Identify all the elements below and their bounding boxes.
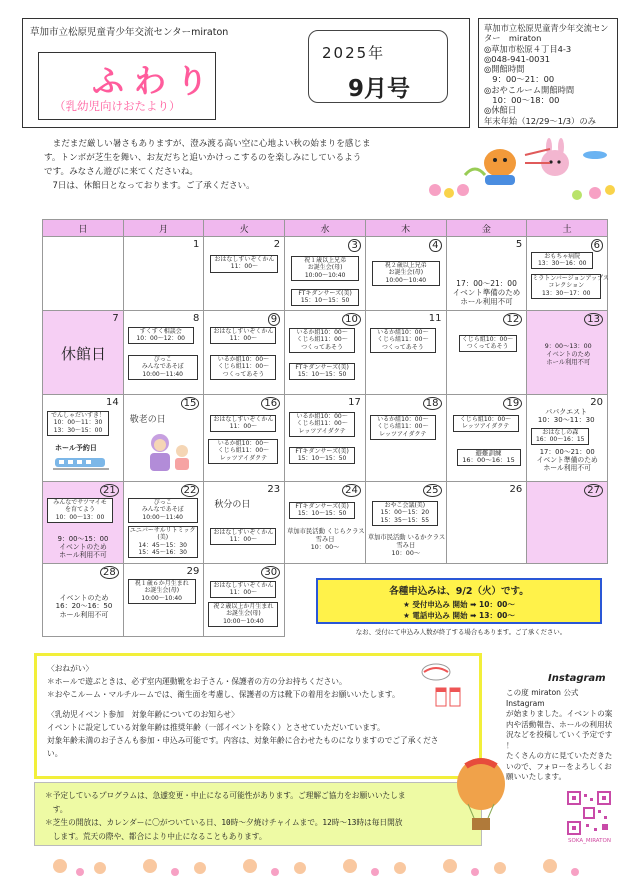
facility-info-line: ◎開館時間 xyxy=(484,64,525,75)
calendar-day xyxy=(365,482,446,564)
lawn-open-marker: 27 xyxy=(584,484,603,497)
event-text: 9：00～13：00 イベントのため ホール利用不可 xyxy=(544,343,592,366)
signup-walkin-line: ★ 受付申込み 開始 ➡ 10：00～ xyxy=(403,600,515,609)
instagram-qr-code[interactable] xyxy=(566,790,612,836)
weekday-header: 日 xyxy=(43,220,124,237)
event-text: 9：00～15：00 イベントのため ホール利用不可 xyxy=(57,535,109,559)
issue-year: 2025年 xyxy=(322,44,386,62)
issue-month: 9月号 xyxy=(348,76,411,102)
weekday-header: 月 xyxy=(123,220,204,237)
lawn-open-marker: 3 xyxy=(348,239,360,252)
event-text: イベントのため 16：20～16：50 ホール利用不可 xyxy=(55,594,113,619)
event-box: 祝２歳以上か月生まれ お誕生会(母) 10:00～10:40 xyxy=(208,602,278,627)
intro-line: す。トンボが芝生を舞い、お友だちと追いかけっこするのを楽しみにしているよう xyxy=(44,153,362,163)
request-line: い。 xyxy=(47,749,63,759)
calendar-day: 20 パパクエスト 10：30～11：30 おはなしの森 16：00～16：15 17：00～21：00 イベント準備のため ホール利用不可 xyxy=(527,395,608,482)
signup-phone-line: ★ 電話申込み 開始 ➡ 13：00～ xyxy=(403,611,515,620)
event-text: 17：00～21：00 イベント準備のため ホール利用不可 xyxy=(452,279,521,306)
event-box: 祝１歳以上兄弟 お誕生会(母) 10:00～10:40 xyxy=(291,256,359,281)
calendar-day xyxy=(204,564,285,637)
calendar-day: 29 祝１歳６か月生まれ お誕生会(母) 10:00～10:40 xyxy=(123,564,204,637)
instagram-text xyxy=(506,688,616,783)
calendar-day xyxy=(527,311,608,395)
calendar-day: 26 xyxy=(446,482,527,564)
weekday-header: 水 xyxy=(285,220,366,237)
instagram-line: 況などを投稿していく予定です xyxy=(506,730,613,739)
request-line: 対象年齢未満のお子さんも参加・申込み可能です。内容は、対象年齢に合わせたものになりますのでご了承くださ xyxy=(47,736,439,746)
signup-notice xyxy=(316,578,602,624)
lawn-open-marker: 24 xyxy=(342,484,361,497)
request-line: 〈おねがい〉 xyxy=(47,664,94,673)
calendar-day xyxy=(285,237,366,311)
event-box: ユニバーサルリトミック (美) 14：45～15：30 15：45～16：30 xyxy=(128,526,198,558)
signup-note: なお、受付にて申込み人数が終了する場合もあります。ご了承ください。 xyxy=(355,628,567,636)
event-box: FTキダンサーズ(美) 15：10～15：50 xyxy=(289,363,355,380)
grandparent-child-illustration xyxy=(140,431,200,475)
event-text: パパクエスト 10：30～11：30 xyxy=(537,408,595,424)
event-box: 祝１歳６か月生まれ お誕生会(母) 10:00～10:40 xyxy=(128,579,196,604)
instagram-heading: Instagram xyxy=(548,673,606,684)
intro-line: です。みなさん遊びに来てくださいね。 xyxy=(44,167,199,177)
calendar-day: 1 xyxy=(123,237,204,311)
calendar-day xyxy=(123,482,204,564)
intro-line: 7日は、休館日となっております。ご了承ください。 xyxy=(44,181,255,191)
event-text: 草加市民活動 くじらクラス 雪み日 10：00～ xyxy=(287,528,365,551)
weekday-header: 土 xyxy=(527,220,608,237)
notes-box xyxy=(34,782,482,846)
event-box: おはなしすいぞくかん 11：00～ xyxy=(210,255,278,273)
event-box: いるか組10：00～ くじら組11：00～ レッツアイダクテ xyxy=(208,439,278,464)
lawn-open-marker: 22 xyxy=(181,484,200,497)
facility-info-line: ◎草加市松原４丁目4-3 xyxy=(484,43,572,54)
request-line: ＊ホールで遊ぶときは、必ず室内運動靴をお子さん・保護者の方の分お持ちください。 xyxy=(47,677,347,687)
instagram-line: が始まりました。イベントの案 xyxy=(506,709,613,718)
event-box: いるか組10：00～ くじら組11：00～ レッツアイダクテ xyxy=(370,415,436,440)
calendar-day xyxy=(365,237,446,311)
lawn-open-marker: 15 xyxy=(181,397,200,410)
instagram-line: ！ xyxy=(506,740,514,750)
holiday-label: 敬老の日 xyxy=(129,415,166,425)
event-box: すくすく相談会 10：00～12：00 xyxy=(128,327,194,344)
request-line: 〈乳幼児イベント参加 対象年齢についてのお知らせ〉 xyxy=(47,709,239,719)
hall-reservation-label: ホール予約日 xyxy=(55,444,97,452)
notes-line: ＊芝生の開放は、カレンダーに〇がついている日、10時～夕焼けチャイムまで。12時～13時は毎日開放 xyxy=(45,818,403,828)
facility-info-line: 10：00～18：00 xyxy=(484,95,560,106)
calendar-day xyxy=(527,482,608,564)
newsletter-subtitle: （乳幼児向けおたより） xyxy=(54,99,181,113)
instagram-line: 内や活動報告、ホールの利用状 xyxy=(506,719,613,729)
calendar-day xyxy=(446,395,527,482)
calendar-day xyxy=(204,395,285,482)
event-box: でんしゃだいすき！ 10：00～11：30 13：30～15：00 xyxy=(47,411,109,436)
lawn-open-marker: 30 xyxy=(261,566,280,579)
instagram-line: この度 miraton 公式 Instagram xyxy=(506,688,579,708)
lawn-open-marker: 9 xyxy=(268,313,280,326)
weekday-header: 金 xyxy=(446,220,527,237)
lawn-open-marker: 4 xyxy=(429,239,441,252)
facility-info-line: ◎048-941-0031 xyxy=(484,53,551,64)
lawn-open-marker: 13 xyxy=(584,313,603,326)
facility-info-line: 年末年始（12/29～1/3）のみ xyxy=(484,115,596,126)
calendar-day xyxy=(204,311,285,395)
lawn-open-marker: 19 xyxy=(503,397,522,410)
event-box: おはなしすいぞくかん 11：00～ xyxy=(210,581,276,598)
calendar-day: 23 秋分の日 おはなしすいぞくかん 11：00～ xyxy=(204,482,285,564)
calendar-day xyxy=(285,482,366,564)
notes-line: ＊予定しているプログラムは、急遽変更・中止になる可能性があります。ご理解ご協力をお願いいたしま xyxy=(45,791,406,800)
event-box: 祝２歳以上兄弟 お誕生会(母) 10:00～10:40 xyxy=(372,261,440,286)
calendar-day xyxy=(43,564,124,637)
intro-text xyxy=(44,137,404,193)
event-box: みんなでサツマイモ を育てよう 10：00～13：00 xyxy=(47,498,113,523)
event-box: 避難訓練 16：00～16：15 xyxy=(457,449,521,466)
lawn-open-marker: 28 xyxy=(100,566,119,579)
facility-info-line: 草加市立松原児童青少年交流セン xyxy=(484,23,609,33)
event-box: おはなしすいぞくかん 11：00～ xyxy=(210,327,276,344)
org-name: 草加市立松原児童青少年交流センターmiraton xyxy=(30,27,229,38)
holiday-label: 秋分の日 xyxy=(214,500,251,510)
lawn-open-marker: 16 xyxy=(261,397,280,410)
lawn-open-marker: 10 xyxy=(342,313,361,326)
facility-info-line: ター miraton xyxy=(484,33,542,44)
event-box: FTキダンサーズ(美) 15：10～15：50 xyxy=(289,502,355,519)
event-box: おやこ会議(美) 15：00～15：20 15：35～15：55 xyxy=(372,501,438,526)
calendar-day: 8 すくすく相談会 10：00～12：00 ぴっこ みんなであそぼ 10:00～11:40 xyxy=(123,311,204,395)
calendar-day xyxy=(123,395,204,482)
calendar-day: 11 いるか組10：00～ くじら組11：00～ つくってあそう xyxy=(365,311,446,395)
event-box: いるか組10：00～ くじら組11：00～ レッツアイダクテ xyxy=(289,412,355,437)
calendar-day xyxy=(285,311,366,395)
signup-title: 各種申込みは、9/2（火）です。 xyxy=(389,586,529,597)
newsletter-title: ふわり xyxy=(92,62,219,100)
facility-info xyxy=(478,18,618,128)
event-text: 17：00～21：00 イベント準備のため ホール利用不可 xyxy=(536,448,598,472)
instagram-account-label: SOKA_MIRATON xyxy=(568,838,611,844)
instagram-line: いので、フォローをよろしくお xyxy=(506,761,612,771)
event-box: おはなしすいぞくかん 11：00～ xyxy=(210,528,276,545)
calendar-day-empty xyxy=(43,237,124,311)
event-box: ぴっこ みんなであそぼ 10:00～11:40 xyxy=(128,498,198,523)
facility-info-line: 9：00～21：00 xyxy=(484,74,555,85)
calendar-day: 2 おはなしすいぞくかん 11：00～ xyxy=(204,237,285,311)
calendar-day xyxy=(527,237,608,311)
lawn-open-marker: 18 xyxy=(423,397,442,410)
closed-day-label: 休館日 xyxy=(61,345,107,363)
event-box: いるか組10：00～ くじら組11：00～ つくってあそう xyxy=(370,328,436,353)
lawn-open-marker: 25 xyxy=(423,484,442,497)
notes-line: す。 xyxy=(45,804,68,814)
facility-info-line: ◎休館日 xyxy=(484,105,517,116)
autumn-animals-illustration xyxy=(405,135,625,203)
instagram-line: 願いいたします。 xyxy=(506,772,567,781)
instagram-line: たくさんの方に見ていただきた xyxy=(506,751,613,760)
shoes-socks-icon xyxy=(414,660,470,720)
monthly-calendar xyxy=(42,219,608,637)
event-box: おはなしの森 16：00～16：15 xyxy=(531,428,589,445)
event-box: おもちゃ病院 13：30～16：00 xyxy=(531,252,593,269)
request-line: ＊おやこルーム・マルチルームでは、衛生面を考慮し、保護者の方は靴下の着用をお願いいたします。 xyxy=(47,690,400,700)
notes-line: します。荒天の際や、都合により中止になることもあります。 xyxy=(45,831,267,841)
calendar-day: 5 17：00～21：00 イベント準備のため ホール利用不可 xyxy=(446,237,527,311)
event-box: ぴっこ みんなであそぼ 10:00～11:40 xyxy=(128,355,198,380)
event-text: 草加市民活動 いるかクラス 雪み日 10：00～ xyxy=(367,534,446,557)
calendar-day: 17 いるか組10：00～ くじら組11：00～ レッツアイダクテ FTキダンサーズ(美) 15：10～15：50 xyxy=(285,395,366,482)
balloon-illustration xyxy=(452,756,510,852)
calendar-day xyxy=(43,482,124,564)
calendar-day xyxy=(446,311,527,395)
lawn-open-marker: 21 xyxy=(100,484,119,497)
event-box: いるか組10：00～ くじら組11：00～ つくってあそう xyxy=(210,355,276,380)
event-box: くじら組10：00～ レッツアイダクテ xyxy=(453,415,519,432)
facility-info-line: ◎おやこルーム開館時間 xyxy=(484,84,575,95)
event-box: ミラトンバージョンアップス コレクション 13：30～17：00 xyxy=(531,274,601,299)
calendar-day: 7 休館日 xyxy=(43,311,124,395)
intro-line: まだまだ厳しい暑さもありますが、澄み渡る高い空に心地よい秋の始まりを感じま xyxy=(44,139,371,149)
calendar-day: 14 でんしゃだいすき！ 10：00～11：30 13：30～15：00 ホール予約日 xyxy=(43,395,124,482)
calendar-day xyxy=(365,395,446,482)
event-box: おはなしすいぞくかん 11：00～ xyxy=(210,415,276,432)
train-icon xyxy=(53,455,109,471)
bottom-animals-decoration xyxy=(40,848,600,878)
event-box: くじら組10：00～ つくってあそう xyxy=(459,335,517,352)
lawn-open-marker: 12 xyxy=(503,313,522,326)
request-line: イベントに設定している対象年齢は推奨年齢（一部イベントを除く）とさせていただいています。 xyxy=(47,722,385,732)
event-box: FTキダンサーズ(美) 15：10～15：50 xyxy=(291,289,359,306)
event-box: いるか組10：00～ くじら組11：00～ つくってあそう xyxy=(289,328,355,353)
weekday-header: 火 xyxy=(204,220,285,237)
weekday-header: 木 xyxy=(365,220,446,237)
event-box: FTキダンサーズ(美) 15：10～15：50 xyxy=(289,447,355,464)
lawn-open-marker: 6 xyxy=(591,239,603,252)
